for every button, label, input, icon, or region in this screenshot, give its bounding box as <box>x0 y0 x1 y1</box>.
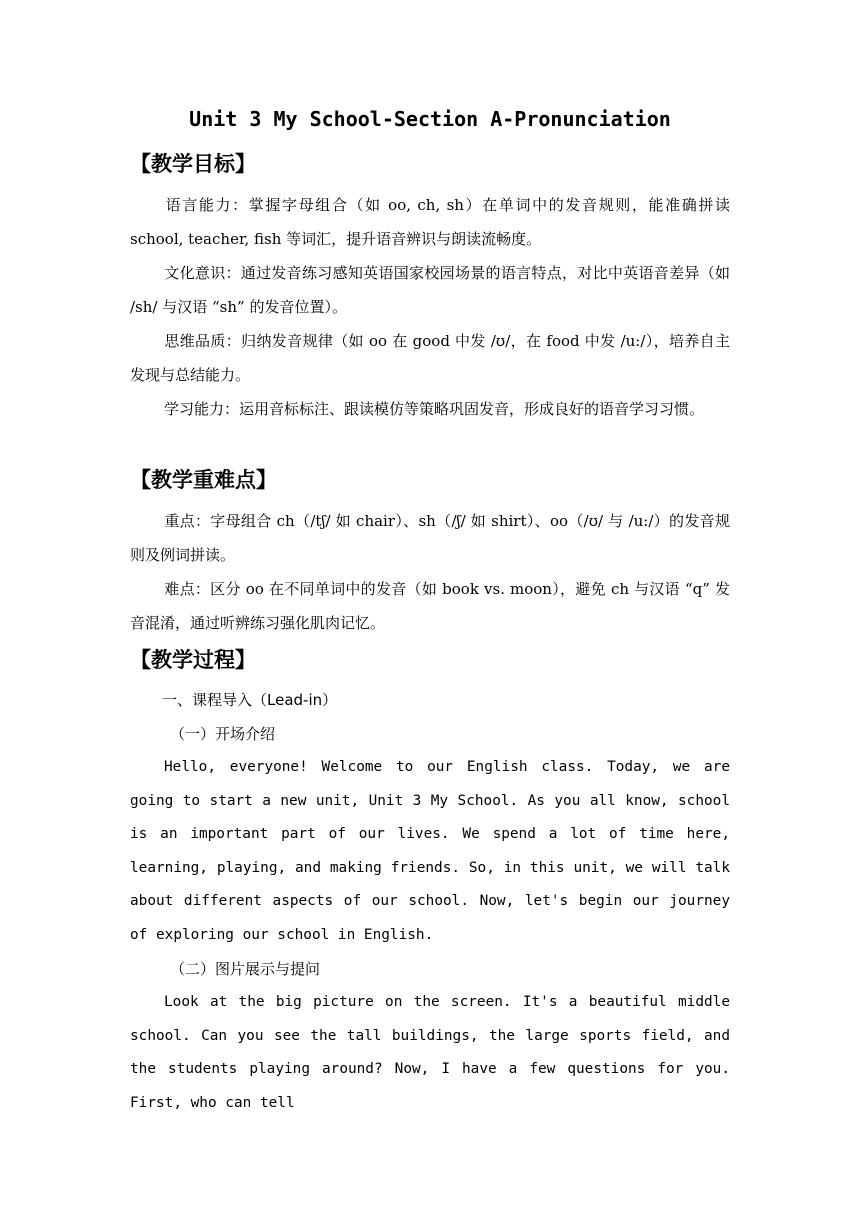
objective-learning: 学习能力：运用音标标注、跟读模仿等策略巩固发音，形成良好的语音学习习惯。 <box>164 400 705 418</box>
key-point: 重点：字母组合 ch（/tʃ/ 如 chair）、sh（/ʃ/ 如 shirt）、oo（/ʊ/ 与 /u:/）的发音规则及例词拼读。 <box>130 512 730 564</box>
opening-intro-text: Hello, everyone! Welcome to our English class. Today, we are going to start a new unit, Unit 3 My School. As you all know, school is an important part of our lives. We spend a lot of time here, learning, playing, and making friends. So, in this unit, we will talk about different aspects of our school. Now, let's begin our journey of exploring our school in English. <box>130 759 730 943</box>
key-points-heading: 【教学重难点】 <box>130 468 277 492</box>
lead-in-title: 一、课程导入（Lead-in） <box>162 691 338 709</box>
process-heading: 【教学过程】 <box>130 648 256 672</box>
objective-thinking: 思维品质：归纳发音规律（如 oo 在 good 中发 /ʊ/，在 food 中发 /u:/），培养自主发现与总结能力。 <box>130 332 730 384</box>
picture-question-text: Look at the big picture on the screen. It's a beautiful middle school. Can you see the tall buildings, the large sports field, and the students playing around? Now, I have a few questions for you. First, who can tell <box>130 994 730 1111</box>
objectives-heading: 【教学目标】 <box>130 152 256 176</box>
objective-language: 语言能力：掌握字母组合（如 oo, ch, sh）在单词中的发音规则，能准确拼读 school, teacher, fish 等词汇，提升语音辨识与朗读流畅度。 <box>130 196 730 248</box>
picture-question-title: （二）图片展示与提问 <box>170 960 321 978</box>
document-title: Unit 3 My School-Section A-Pronunciation <box>189 107 671 131</box>
objective-culture: 文化意识：通过发音练习感知英语国家校园场景的语言特点，对比中英语音差异（如 /sh/ 与汉语 “sh” 的发音位置）。 <box>130 264 730 316</box>
difficult-point: 难点：区分 oo 在不同单词中的发音（如 book vs. moon），避免 ch 与汉语 “q” 发音混淆，通过听辨练习强化肌肉记忆。 <box>130 580 730 632</box>
opening-intro-title: （一）开场介绍 <box>170 725 276 743</box>
